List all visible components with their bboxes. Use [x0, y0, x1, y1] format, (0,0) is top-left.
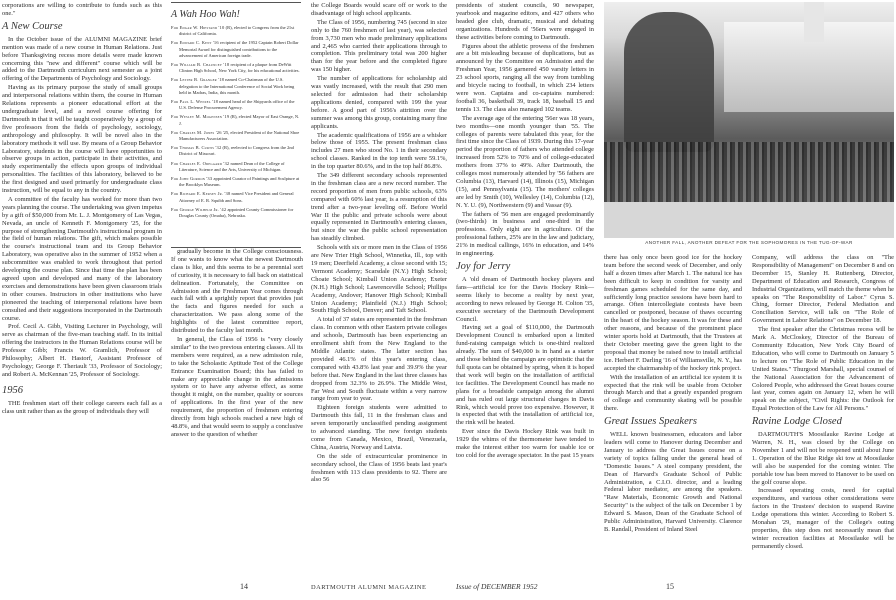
column-2-lower [171, 248, 303, 440]
honor-text: named Vice President and General Attorney of E. R. Squibb and Sons. [179, 191, 294, 203]
honor-text: (R), elected Mayor of East Orange, N. J. [179, 114, 300, 126]
col5-para-1: there has only once been good ice for the hockey team before the second week of December, and only half a dozen times after March 1. The natural ice has been difficult to keep in condition for varsity and freshman games scheduled for the same day, and sufficiently long practice sessions have been hard to arrange. Often intercollegiate contests have been cancelled or postponed, because of thaws occurring in the heart of the hockey season. It was for these and other reasons, and because of the prominent place winter sports hold at Dartmouth, that the Trustees at their October meeting gave the green light to the proposal that money be raised now to install artificial ice. Herbert F. Darling '16 of Williamsville, N. Y., has accepted the chairmanship of the hockey rink project. [604, 254, 742, 372]
col3-para-1: the College Boards would scare off or work to the disadvantage of high school applicants. [311, 2, 447, 17]
intro-text: corporations are willing to contribute to funds such as this one." [2, 2, 162, 17]
honoree-name: For William B. Chauncey '18 [171, 62, 230, 68]
heading-joy-for-jerry: Joy for Jerry [456, 261, 511, 272]
honor-text: (R), elected to Congress from the 21st district of California. [179, 25, 295, 37]
honoree-name: For Charles M. Jones '26 [171, 129, 222, 135]
joy-para-3: Ever since the Davis Hockey Rink was built in 1929 the whims of the thermometer have tended to make the interest either too warm for usable ice or too cold for the average spectator. In the past 15 years [456, 428, 594, 459]
honoree-name: For Charles E. Odegaard '32 [171, 160, 230, 166]
heading-ravine-lodge: Ravine Lodge Closed [752, 416, 842, 428]
heading-great-issues: Great Issues Speakers [604, 416, 697, 428]
honor-entry [171, 129, 301, 142]
heading-1956: 1956 [2, 384, 23, 396]
col3-para-4: The academic qualifications of 1956 are a whisker below those of 1955. The present freshman class includes 27 men who stood No. 1 in their secondary school classes. Ranked in the top tenth were 59.1%, in the top quarter 80.6%, and in the top half 86.8%. [311, 131, 447, 171]
col3-para-2: The Class of 1956, numbering 745 (second in size only to the 760 freshmen of last year), was selected from 3,730 men who made preliminary applications and 2,465 who carried their applications through to completion. This preliminary total was 200 higher than for the year before and the completed figure was 150 higher. [311, 18, 447, 74]
class-para-2: In general, the Class of 1956 is "very closely similar" to the two previous entering classes. All its members were required, as a new admission rule, to take the Scholastic Aptitude Test of the College Entrance Examination Board; this has failed to make any appreciable change in the admissions system or to have any adverse effect, as some thought it might, on the number, quality or sources of applications. In the first year of the new requirement, the proportion of freshmen entering directly from high schools reached a new high of 48.8%, and that would seem to supply a conclusive answer to the question of whether [171, 335, 303, 438]
para-1956: THE freshmen start off their college careers each fall as a class unit rather than as the group of individuals they will [2, 399, 162, 415]
honor-entry [171, 206, 301, 219]
honor-entry [171, 99, 301, 111]
course-para-4: Prof. Cecil A. Gibb, Visiting Lecturer in Psychology, will serve as chairman of the five-man teaching staff. In its initial offering the instructors in the Human Relations course will be Professor Gibb; Francis W. Gramlich, Professor of Philosophy; Albert H. Hastorf, Assistant Professor of Psychology; George F. Theriault '33, Professor of Sociology; and Robert A. McKennan '25, Professor of Sociology. [2, 323, 162, 378]
honor-entry [171, 191, 301, 203]
col6-para-1: Company, will address the class on "The Responsibility of Management" on December 8 and on December 15, Stanley H. Ruttenberg, Director, Department of Education and Research, Congress of Industrial Organizations, will match the theme when he speaks on "The Responsibility of Labor." Cyrus S. Ching, former Director, Federal Mediation and Conciliation Service, will talk on "The Role of Government in Labor Relations" on December 18. [752, 254, 894, 325]
honor-entry [171, 25, 301, 37]
column-4 [456, 2, 594, 461]
honoree-name: For Wesley M. Mogensen '19 [171, 114, 230, 120]
honor-text: named head of the Shipyards office of the U.S. Defense Procurement Agency. [179, 99, 295, 111]
col3-para-8: Eighteen foreign students were admitted to Dartmouth this fall, 11 in the freshman class and seven temporarily unclassified pending assignment to advanced standing. The new foreign students come from Canada, Mexico, Brazil, Venezuela, China, Austria, Norway and Latvia. [311, 404, 447, 451]
col3-para-3: The number of applications for scholarship aid was vastly increased, with the result that 290 men selected for admission had their scholarship applications denied, compared with 199 the year before. A good part of 1956's attrition over the summer was among this group, containing many fine applicants. [311, 75, 447, 130]
column-6 [752, 254, 894, 552]
honoree-name: For Edgar W. Hiestand '10 [171, 25, 225, 30]
honoree-name: For Richard E. Kersey Jr. '38 [171, 191, 231, 197]
honor-entry [171, 160, 301, 173]
honor-text: recipient of the 1952 Captain Robert Dollar Memorial Award for distinguished contributions to the advancement of American foreign trade. [179, 40, 299, 58]
col3-para-7: A total of 37 states are represented in the freshman class. In common with other Eastern private colleges and schools, Dartmouth has been experiencing an enrollment shift from the New England to the Middle Atlantic states. The latter section has provided 46.1% of this year's entering class, compared with 43.8% last year and 39.9% the year before that. New England in the last three classes has dropped from 32.3% to 26.9%. The Middle West, Far West and South fluctuate within a very narrow range from year to year. [311, 316, 447, 403]
honor-entry [171, 145, 301, 157]
joy-para-1: A 'old dream of Dartmouth hockey players and fans—artificial ice for the Davis Hockey Rink—seems likely to become a reality by next year, according to news released by George H. Colton '35, executive secretary of the Dartmouth Development Council. [456, 276, 594, 323]
honoree-name: For George Wilhelm Jr. '42 [171, 206, 227, 212]
great-issues-para: WELL known businessmen, educators and labor leaders will come to Hanover during December and January to address the Great Issues course on a variety of topics falling under the general head of "Domestic Issues." A steel company president, the Dean of Harvard's Graduate School of Public Administration, a C.I.O. director, and a leading Federal labor mediator, are among the speakers. "Raw Materials, Economic Growth and National Security" is the subject of the talk on December 1 by Edward S. Mason, Dean of the Graduate School of Public Administration, Harvard University. Clarence B. Randall, President of Inland Steel [604, 431, 742, 533]
wah-hoo-wah-title: A Wah Hoo Wah! [171, 9, 240, 20]
honor-text: (R), reelected to Congress from the 2nd District of Missouri. [179, 145, 294, 157]
course-para-3: A committee of the faculty has worked for more than two years planning the course. The undertaking was given impetus by a gift of $50,000 from Mr. L. J. Montgomery of Las Vegas, Nevada, an uncle of Kenneth F. Montgomery '25, for the purpose of strengthening Dartmouth's instructional program in the field of human relations. The gift, which makes possible the course's instructional team and its Group Behavior Laboratory, was operative also in the summer of 1952 when a subcommittee was enabled to work throughout that period developing the course plan. Since that time the plan has been agreed upon and developed and many of the laboratory exercises and demonstrations have been given classroom trials in other courses. Instructors in other institutions who have pioneered the teaching of interpersonal relations have been consulted and their suggestions incorporated in the Dartmouth course. [2, 195, 162, 322]
honoree-name: For John Gordon '33 [171, 176, 213, 182]
honor-entry [171, 176, 301, 188]
honor-entry [171, 40, 301, 59]
col4-para-3: The average age of the entering '56er was 18 years, two months—one month younger than '55. The colleges of parents were tabulated this year, for the first time since the Class of 1939. During this 17-year period the proportion of fathers who attended college increased from 52% to 70% and of college-educated mothers from 37% to 49%. After Dartmouth, the colleges most numerously attended by '56 fathers are Columbia (13), Harvard (14), Illinois (15), Michigan (15), and Pennsylvania (15). The mothers' colleges are led by Smith (10), Wellesley (14), Columbia (12), N. Y. U. (9), Northwestern (9) and Vassar (9). [456, 114, 594, 209]
issue-date: Issue of DECEMBER 1952 [456, 582, 538, 591]
class-para-1: gradually become in the College consciousness. If one wants to know what the newest Dartmouth class is like, and this seems to be a perennial sort of curiosity, it is necessary to fall back on statistical delineation. Fortunately, the Committee on Admission and the Freshman Year comes through each fall with a sprightly report that provides just the facts and figures needed for such a characterization. We pass along some of the highlights of the latest committee report, distributed to the faculty last month. [171, 248, 303, 335]
honor-entry [171, 114, 301, 126]
col6-para-2: The first speaker after the Christmas recess will be Mark A. McCloskey, Director of the Bureau of Community Education, New York City Board of Education, who will come to Dartmouth on January 5 to lecture on "The Role of Public Education in the United States." Thurgood Marshall, special counsel of the National Association for the Advancement of Colored People, who addressed the Great Issues course last year, comes again on January 12, when he will speak on the subject, "Civil Rights: the Outlook for Equal Protection of the Law for All Persons." [752, 326, 894, 413]
page-number-left: 14 [240, 582, 248, 591]
honor-text: named Co-Chairman of the U.S. delegation to the International Conference of Social Work being held in Madras, India, this month. [179, 77, 295, 95]
col5-para-2: With the installation of an artificial ice system it is expected that the rink will be usable from October through March and that a greatly expanded program of college and community skating will be possible there. [604, 373, 742, 413]
honor-text: recipient of a plaque from DeWitt Clinton High School, New York City, for his educational activities. [179, 62, 300, 74]
honor-entry [171, 77, 301, 96]
ravine-para-1: DARTMOUTH'S Moosilauke Ravine Lodge at Warren, N. H., was closed by the College on November 1 and will not be reopened until about June 1. Operation of the Blue Ridge ski tow at Moosilauke will also be suspended for the coming winter. The portable tow has been moved to Hanover to be used on the golf course slope. [752, 431, 894, 486]
honor-text: appointed Curator of Paintings and Sculpture at the Brooklyn Museum. [179, 176, 300, 188]
tug-of-war-photo [604, 2, 894, 238]
honoree-name: For Thomas B. Curtis '32 [171, 145, 222, 151]
column-3 [311, 2, 447, 485]
wah-hoo-wah-box [171, 2, 301, 248]
column-1 [2, 2, 162, 417]
honoree-name: For Paul L. Wenzel '18 [171, 99, 219, 105]
course-para-1: In the October issue of the ALUMNI MAGAZINE brief mention was made of a new course in Human Relations. Just before Thanksgiving recess more details were made known concerning this "new and different" course which will be added to the Dartmouth curriculum next semester as a joint offering of the Departments of Psychology and Sociology. [2, 35, 162, 83]
honor-text: '25, elected President of the National Shoe Manufacturers Association. [179, 129, 300, 142]
col3-para-6: Schools with six or more men in the Class of 1956 are New Trier High School, Winnetka, Ill., top with 19 men; Deerfield Academy, a close second with 15; Vermont Academy; Scarsdale (N.Y.) High School; Choate School; Kimball Union Academy; Exeter (N.H.) High School; Lawrenceville School; Phillips Academy, Andover; Hanover High School; Kimball Union Academy; Plainfield (N.J.) High School; South High School, Denver; and Taft School. [311, 244, 447, 315]
heading-new-course: A New Course [2, 20, 63, 32]
column-5 [604, 254, 742, 535]
course-para-2: Having as its primary purpose the study of small groups and interpersonal relations within them, the course in Human Relations represents a pioneer educational effort at the undergraduate level, and a novel course offering for Dartmouth in that it will be taught cooperatively by a group of five professors from the fields of psychology, sociology, anthropology and philosophy. It will be novel also in the laboratory methods it will use. By means of a Group Behavior Laboratory, students in the course will have opportunities to observe groups in action, participate in their activities, and study experimentally the effects upon groups of individual personalities. The facilities of this laboratory, believed to be the first designed and used primarily for undergraduate class instruction, will be equal to any in the country. [2, 84, 162, 195]
photo-caption: ANOTHER FALL, ANOTHER DEFEAT FOR THE SOPHOMORES IN THE TUG-OF-WAR [645, 240, 853, 245]
magazine-name: DARTMOUTH ALUMNI MAGAZINE [311, 584, 427, 591]
col4-para-1: presidents of student councils, 90 newspaper, yearbook and magazine editors, and 427 others who headed glee club, dramatic, musical and debating organizations. Hundreds of '56ers were engaged in these activities before coming to Dartmouth. [456, 2, 594, 41]
ravine-para-2: Increased operating costs, need for capital expenditures, and various other considerations were factors in the Trustees' decision to suspend Ravine Lodge operations this winter. According to Robert S. Monahan '29, manager of the College's outing properties, this step does not necessarily mean that winter recreation facilities at Moosilauke will be permanently closed. [752, 487, 894, 550]
col4-para-4: The fathers of '56 men are engaged predominantly (two-thirds) in business and one-third in the professions. Only eight are in agriculture. Of the professional fathers, 25% are in the law and judiciary, 21% in medical callings, 16% in education, and 14% in engineering. [456, 210, 594, 258]
page-number-right: 15 [666, 582, 674, 591]
honoree-name: For Lester B. Granger '18 [171, 77, 225, 83]
col3-para-5: The 349 different secondary schools represented in the freshman class are a new record number. The record proportion of men from public schools, 63% compared with 60% last year, is a resumption of this trend after a two-year leveling off. Before World War II the public and private schools were about equally represented in Dartmouth's entering classes, but since the war the public school representation has steadily climbed. [311, 172, 447, 243]
honoree-name: For Edward C. Kent '16 [171, 40, 219, 46]
honor-entry [171, 62, 301, 74]
honor-text: named Dean of the College of Literature, Science and the Arts, University of Michigan. [179, 160, 285, 172]
honor-text: appointed County Commissioner for Douglas County (Omaha), Nebraska. [179, 206, 294, 219]
col4-para-2: Figures about the athletic prowess of the freshmen are a bit misleading because of duplications, but as announced by the Committee on Admission and the Freshman Year, 1956 garnered 450 varsity letters in 23 school sports, ranging all the way from tumbling and bicycle racing to football, in which 234 letters were won. Captains and co-captains numbered: football 36, basketball 39, track 18, baseball 15 and tennis 13. The class also managed 102 teams. [456, 42, 594, 113]
honors-list [171, 25, 301, 219]
col3-para-9: On the side of extracurricular prominence in secondary school, the Class of 1956 beats last year's freshmen with 113 class presidents to 92. There are also 56 [311, 452, 447, 484]
joy-para-2: Having set a goal of $110,000, the Dartmouth Development Council is embarked upon a limited fund-raising campaign which is one-third realized already. The sum of $40,000 is in hand as a starter and those behind the campaign are optimistic that the full quota can be obtained by spring, when it is hoped that work will begin on the installation of artificial ice facilities. The Development Council has made no plans for a broadside campaign among the alumni and has ruled out large structural changes in Davis Rink, which would prove too expensive. However, it is expected that with the installation of artificial ice, the rink will be heated. [456, 324, 594, 427]
